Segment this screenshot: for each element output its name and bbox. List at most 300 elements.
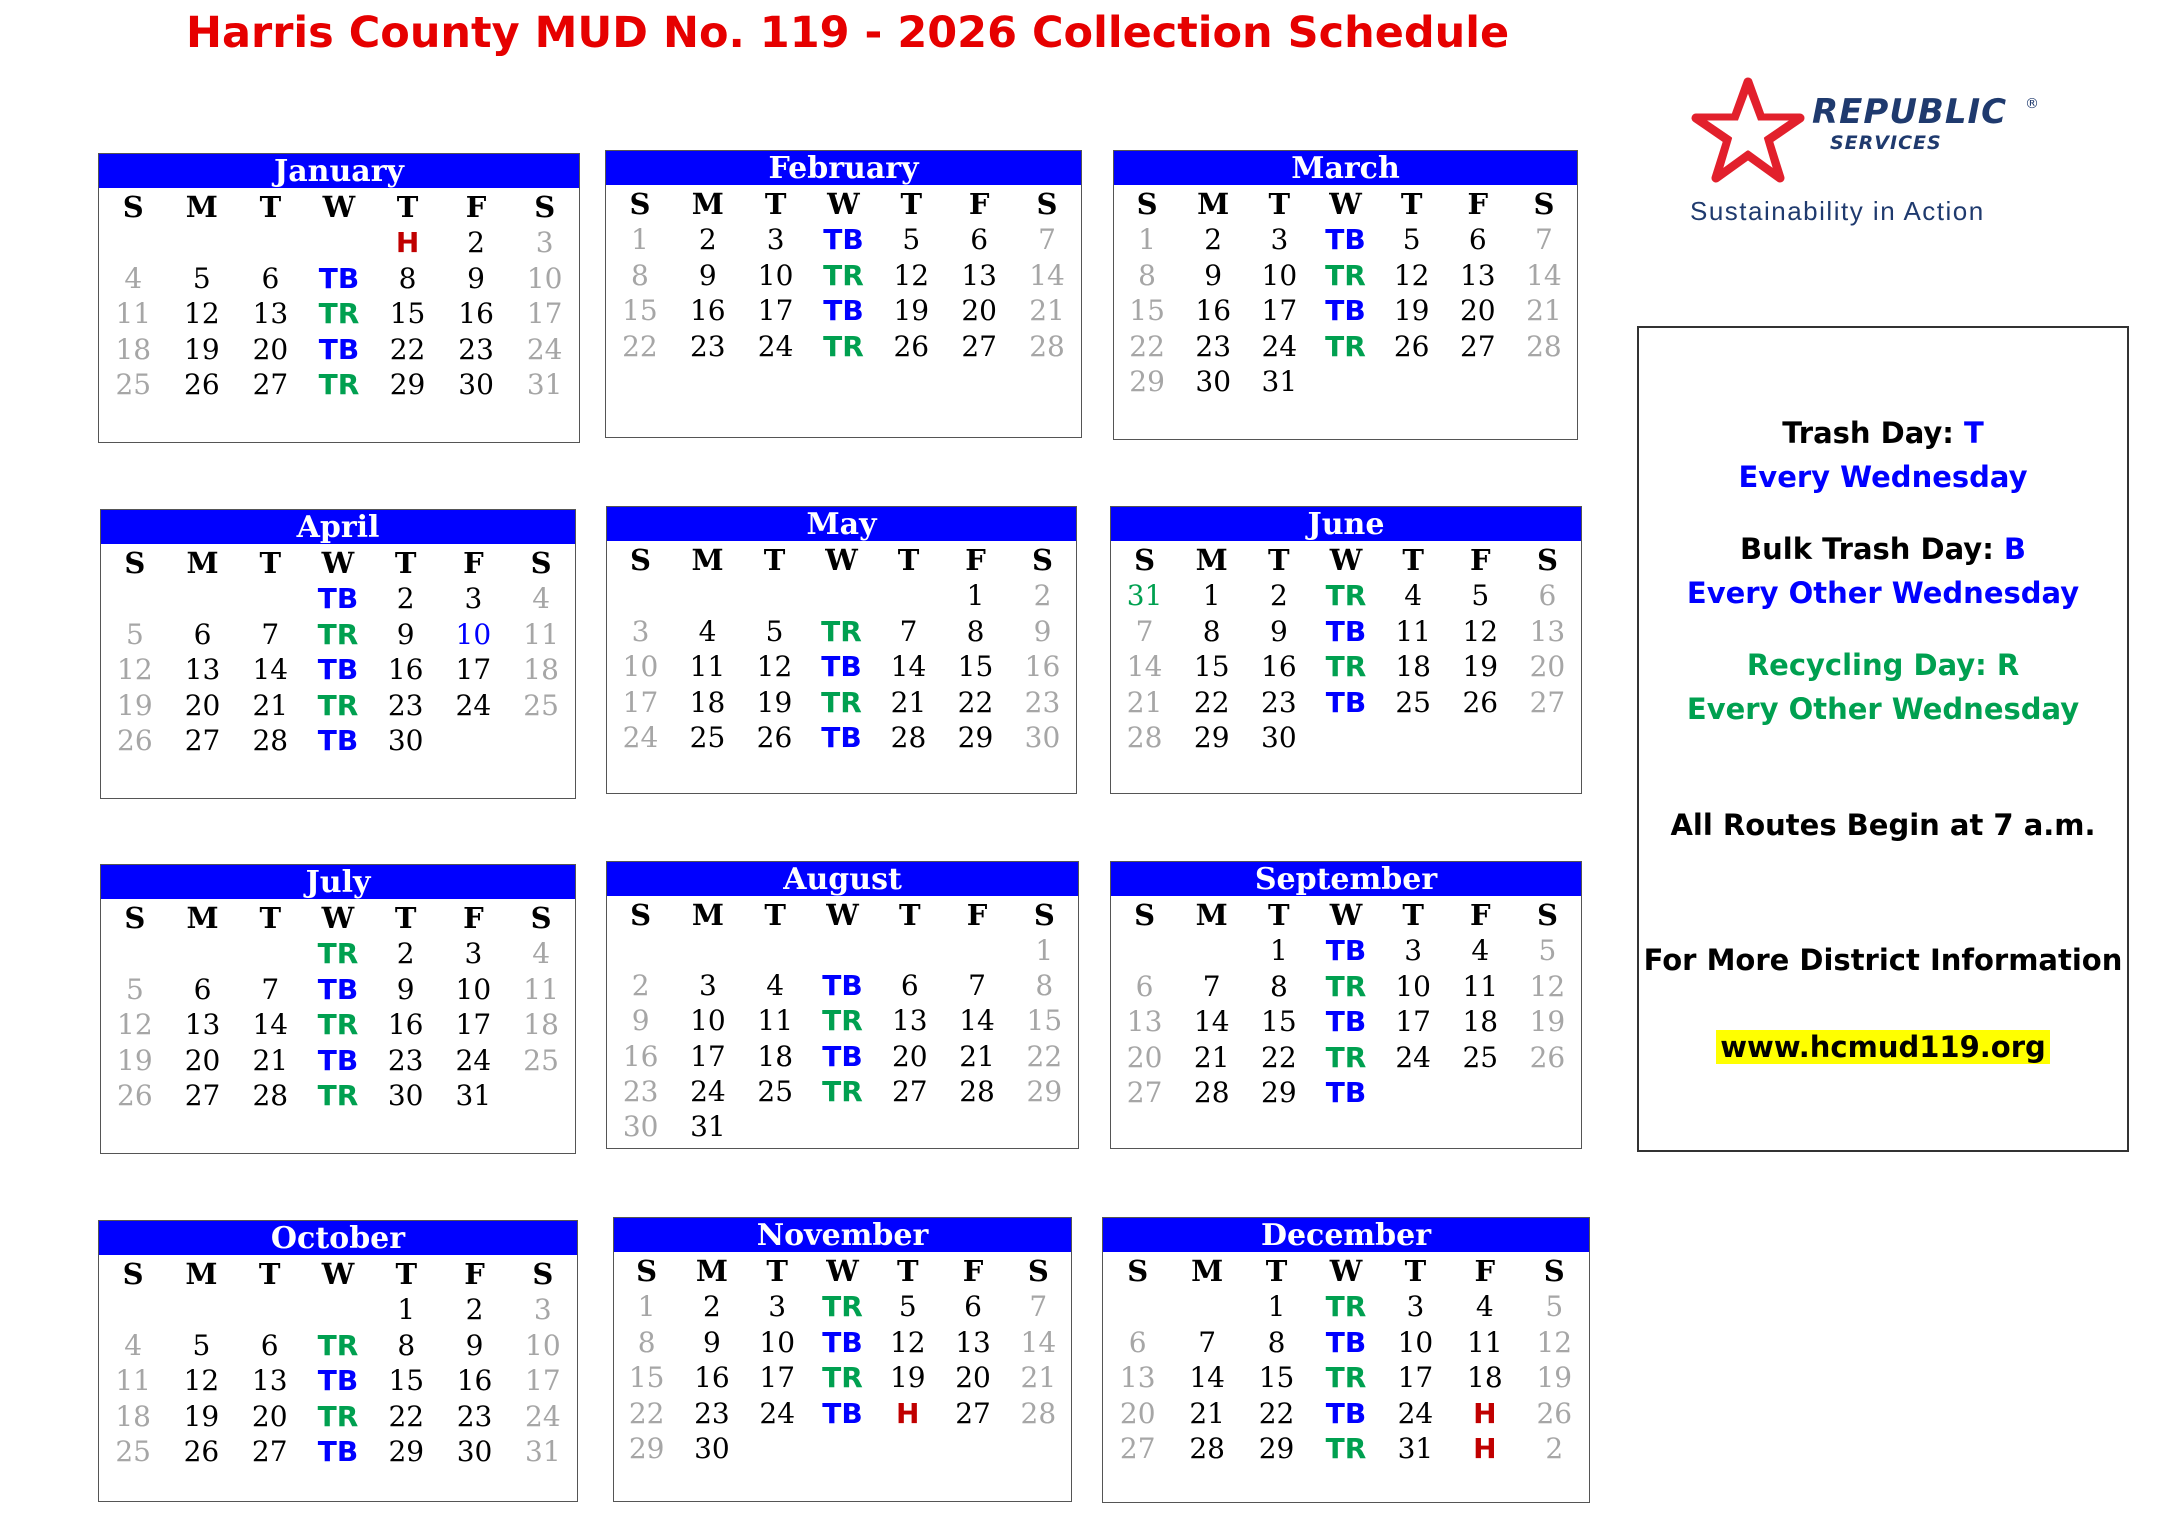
month-january [98,153,580,443]
day-cell: 26 [1529,1040,1566,1074]
month-header: February [606,151,1081,185]
day-cell: 23 [694,1396,730,1430]
day-cell [943,1109,1010,1144]
weekday-header: S [1536,542,1558,577]
republic-services-logo [1680,76,2040,236]
day-cell: 5 [192,1328,211,1362]
day-cell: 18 [523,1008,559,1042]
day-cell: 6 [1468,223,1487,257]
logo-name-line2: SERVICES [1830,132,1942,154]
day-cell [236,581,304,617]
day-cell: 2 [1033,579,1052,613]
day-cell: 15 [957,650,994,684]
day-cell: 17 [455,653,492,687]
day-cell: 24 [1395,1040,1431,1074]
day-cell: 1 [1035,934,1054,968]
day-cell: 19 [1462,650,1499,684]
republic-star-logo-icon [1688,76,1808,186]
day-cell: 11 [115,1364,151,1398]
day-cell: 13 [252,297,289,331]
day-cell: 23 [1261,685,1297,719]
day-cell: 9 [396,972,415,1006]
website-link[interactable]: www.hcmud119.org [1716,1030,2050,1064]
day-cell: 11 [1462,969,1499,1003]
collection-day-cell: TR [1325,579,1367,613]
collection-day-cell: TB [317,582,359,616]
day-cell [169,581,237,617]
weekday-header: S [1027,1253,1049,1288]
month-october [98,1220,578,1502]
day-cell: 19 [117,1043,153,1077]
weekday-header: T [395,1256,418,1291]
day-cell: 13 [251,1364,288,1398]
day-cell: 8 [397,1328,416,1362]
day-cell: 2 [703,1290,721,1324]
day-cell: 25 [1462,1040,1499,1074]
day-cell [875,578,942,614]
day-cell: 21 [1020,1361,1057,1395]
collection-day-cell: TB [317,653,359,687]
day-cell: 20 [184,688,221,722]
day-cell: 30 [1195,365,1232,399]
day-cell: 30 [694,1432,730,1466]
collection-day-cell: TB [317,1364,359,1398]
month-header: April [101,510,575,544]
day-cell: 21 [890,685,927,719]
more-info-label: For More District Information [1643,943,2123,977]
day-cell: 20 [1529,650,1566,684]
day-cell [1447,720,1514,756]
month-november [613,1217,1072,1502]
holiday-cell: H [1473,1396,1497,1430]
day-cell: 5 [1538,934,1557,968]
weekday-header: M [1197,186,1230,221]
day-cell: 18 [689,685,726,719]
weekday-header: S [530,545,552,580]
day-cell: 11 [1395,614,1431,648]
weekday-header: T [259,900,282,935]
day-cell [607,578,674,614]
day-cell: 26 [117,724,153,758]
day-cell: 11 [523,617,559,651]
day-cell: 14 [1020,1325,1057,1359]
day-cell: 6 [900,969,919,1003]
collection-day-cell: TB [1325,294,1366,328]
day-cell: 22 [628,1396,665,1430]
collection-day-cell: TB [317,724,359,758]
month-header: July [101,865,575,899]
day-cell: 29 [389,368,426,402]
collection-day-cell: TB [317,1435,359,1469]
day-cell: 19 [183,1399,220,1433]
day-cell: 6 [260,1328,279,1362]
day-cell: 22 [1129,329,1165,363]
weekday-header: S [630,542,651,577]
day-cell: 31 [525,1435,561,1469]
day-cell: 30 [456,1435,493,1469]
day-cell [745,1431,810,1467]
day-cell: 14 [959,1004,995,1038]
day-cell: 31 [1261,365,1298,399]
day-cell: 17 [1395,1005,1431,1039]
day-cell: 28 [1029,329,1065,363]
day-cell: 24 [1397,1396,1434,1430]
day-cell: 4 [1475,1290,1494,1324]
day-cell [943,933,1010,968]
trash-day-line [1639,416,2127,450]
day-cell: 10 [526,261,563,295]
page-title: Harris County MUD No. 119 - 2026 Collection Schedule [186,8,1510,58]
weekday-header: S [1543,1253,1565,1288]
day-cell: 4 [1404,579,1423,613]
day-cell [808,578,875,614]
day-cell [1380,1075,1447,1111]
day-cell: 6 [1128,1325,1147,1359]
day-cell: 22 [1258,1396,1295,1430]
day-cell [1172,1289,1241,1325]
day-cell: 29 [1261,1076,1297,1110]
weekday-header: W [1329,186,1362,221]
day-cell: 29 [388,1435,425,1469]
weekday-header: F [1469,542,1491,577]
bulk-day-code: B [2003,532,2026,566]
trash-day-label: Trash Day: [1782,416,1965,450]
day-cell: 8 [1269,969,1288,1003]
weekday-header: S [1134,897,1156,932]
weekday-header: T [394,900,417,935]
day-cell: 23 [387,1043,424,1077]
day-cell: 8 [637,1325,656,1359]
day-cell: 10 [455,617,492,651]
day-cell: 7 [261,972,280,1006]
day-cell: 15 [1258,1361,1295,1395]
collection-day-cell: TR [1325,258,1366,292]
day-cell: 20 [1459,294,1496,328]
day-cell: 7 [899,614,918,648]
day-cell: 10 [1261,258,1298,292]
day-cell: 13 [184,1008,221,1042]
month-july [100,864,576,1154]
day-cell: 28 [1526,329,1562,363]
day-cell: 5 [765,614,784,648]
day-cell: 22 [1193,685,1230,719]
day-cell [1447,1075,1514,1111]
day-cell: 7 [1029,1290,1048,1324]
day-cell [440,723,508,759]
collection-day-cell: TR [821,614,862,648]
day-cell: 29 [1026,1074,1063,1108]
weekday-header: S [636,1253,658,1288]
collection-day-cell: TB [1325,934,1367,968]
day-cell: 29 [957,721,994,755]
day-cell: 6 [1538,579,1557,613]
day-cell: 21 [1193,1040,1230,1074]
collection-day-cell: TR [317,937,359,971]
day-cell: 3 [464,582,483,616]
day-cell: 25 [1395,685,1431,719]
day-cell: 23 [1195,329,1232,363]
day-cell: 27 [251,1435,288,1469]
weekday-header: T [258,1256,281,1291]
month-header: March [1114,151,1577,185]
weekday-header: T [1268,542,1290,577]
month-header: December [1103,1218,1589,1252]
collection-day-cell: TB [318,261,360,295]
weekday-header: S [1036,186,1058,221]
day-cell: 25 [115,368,152,402]
day-cell: 25 [523,1043,559,1077]
weekday-header: M [185,1256,218,1291]
day-cell: 28 [1126,721,1163,755]
collection-day-cell: TR [317,688,359,722]
day-cell: 20 [961,294,997,328]
day-cell: 13 [1126,1005,1163,1039]
weekday-header: S [122,189,144,224]
weekday-header: F [465,189,487,224]
day-cell: 9 [465,1328,484,1362]
day-cell [507,1078,575,1114]
month-days-table [101,899,575,1114]
day-cell: 15 [628,1361,665,1395]
collection-day-cell: TR [823,258,864,292]
day-cell: 14 [1126,650,1163,684]
day-cell: 24 [1261,329,1298,363]
collection-day-cell: TB [822,1325,863,1359]
day-cell [809,933,876,968]
weekday-header: S [534,189,556,224]
day-cell: 13 [1459,258,1496,292]
day-cell: 5 [1402,223,1421,257]
day-cell: 1 [1138,223,1156,257]
day-cell: 15 [622,294,658,328]
day-cell: 1 [1202,579,1221,613]
month-header: August [607,862,1078,896]
day-cell: 29 [628,1432,665,1466]
day-cell: 18 [1462,1005,1499,1039]
day-cell: 2 [467,226,485,260]
weekday-header: W [827,186,860,221]
day-cell: 4 [124,1328,143,1362]
day-cell: 30 [1261,721,1297,755]
day-cell: 27 [955,1396,991,1430]
month-header: June [1111,507,1581,541]
weekday-header: T [1404,1253,1427,1288]
day-cell: 11 [757,1004,794,1038]
month-days-table [607,541,1076,756]
day-cell: 29 [1129,365,1165,399]
day-cell [1312,720,1379,756]
day-cell: 7 [1038,223,1056,257]
collection-day-cell: TR [1325,650,1367,684]
day-cell [236,1292,304,1328]
month-days-table [614,1252,1071,1467]
day-cell: 25 [757,1074,794,1108]
weekday-header: S [1536,897,1558,932]
day-cell: 14 [1189,1361,1225,1395]
website-line [1639,1030,2127,1064]
weekday-header: W [1329,1253,1363,1288]
day-cell: 26 [183,1435,220,1469]
day-cell [674,578,741,614]
day-cell: 13 [891,1004,928,1038]
day-cell: 22 [388,1399,425,1433]
day-cell: 30 [622,1109,659,1143]
day-cell: 19 [1393,294,1430,328]
day-cell: 17 [690,1039,726,1073]
weekday-header: M [695,1253,728,1288]
day-cell: 30 [458,368,494,402]
day-cell: 25 [115,1435,151,1469]
day-cell: 4 [1471,934,1490,968]
weekday-header: W [826,897,859,932]
bulk-day-frequency: Every Other Wednesday [1686,576,2080,610]
weekday-header: T [1402,542,1424,577]
day-cell: 6 [1135,969,1154,1003]
day-cell: 31 [526,368,563,402]
day-cell: 16 [458,297,494,331]
day-cell: 1 [966,579,985,613]
collection-day-cell: TB [1325,1325,1367,1359]
collection-day-cell: TR [822,1290,863,1324]
weekday-header: M [1195,542,1228,577]
day-cell: 7 [1198,1325,1217,1359]
weekday-header: T [259,189,282,224]
day-cell: 4 [532,937,551,971]
day-cell: 16 [387,653,424,687]
day-cell: 13 [1119,1361,1156,1395]
recycling-day-frequency: Every Other Wednesday [1686,692,2080,726]
weekday-header: T [1265,1253,1288,1288]
day-cell: 17 [757,294,794,328]
day-cell: 24 [757,329,794,363]
weekday-header: S [1136,186,1158,221]
day-cell: 27 [891,1074,928,1108]
weekday-header: M [186,545,219,580]
day-cell: 28 [890,721,927,755]
day-cell: 27 [961,329,997,363]
day-cell [809,1109,876,1144]
weekday-header: T [259,545,282,580]
day-cell: 21 [1526,294,1562,328]
day-cell: 21 [1126,685,1163,719]
weekday-header: T [897,542,920,577]
day-cell: 1 [1269,934,1288,968]
legend-box [1637,326,2129,1152]
logo-tagline: Sustainability in Action [1690,196,1985,226]
routes-start-time: All Routes Begin at 7 a.m. [1670,808,2096,842]
day-cell [101,936,169,972]
day-cell [1103,1289,1172,1325]
day-cell: 6 [261,261,280,295]
day-cell: 24 [526,332,563,366]
day-cell: 27 [184,724,221,758]
weekday-header: S [532,1256,554,1291]
registered-mark: ® [2025,96,2039,112]
day-cell [1111,933,1178,969]
day-cell: 27 [1529,685,1566,719]
collection-day-cell: TB [1325,1076,1367,1110]
month-days-table [99,1255,577,1470]
day-cell [1006,1431,1071,1467]
day-cell: 28 [252,724,289,758]
weekday-header: T [394,545,417,580]
day-cell [1379,364,1445,400]
day-cell: 23 [689,329,726,363]
day-cell: 19 [889,1361,926,1395]
day-cell: 18 [523,653,559,687]
month-days-table [606,185,1081,364]
day-cell: 9 [1204,258,1223,292]
day-cell: 6 [970,223,989,257]
day-cell: 24 [455,1043,492,1077]
month-september [1110,861,1582,1149]
collection-day-cell: TB [1325,223,1366,257]
weekday-header: T [1402,897,1424,932]
day-cell: 26 [1393,329,1430,363]
weekday-header: M [691,186,724,221]
collection-day-cell: TR [317,617,359,651]
day-cell: 10 [525,1328,561,1362]
day-cell [607,933,674,968]
day-cell: 21 [1029,294,1065,328]
month-header: November [614,1218,1071,1252]
day-cell: 7 [1202,969,1221,1003]
month-header: October [99,1221,577,1255]
trash-day-frequency: Every Wednesday [1738,460,2028,494]
day-cell [169,936,237,972]
weekday-header: W [825,542,858,577]
weekday-header: T [1268,897,1290,932]
day-cell: 16 [622,1039,659,1073]
day-cell [1511,364,1577,400]
day-cell: 26 [756,721,793,755]
day-cell: 24 [525,1399,561,1433]
day-cell: 20 [1119,1396,1156,1430]
weekday-header: T [1400,186,1423,221]
day-cell: 8 [1267,1325,1286,1359]
day-cell: 3 [1270,223,1289,257]
weekday-header: T [764,897,786,932]
weekday-header: T [898,897,921,932]
day-cell: 22 [389,332,426,366]
day-cell: 3 [768,1290,787,1324]
day-cell: 6 [193,972,212,1006]
collection-day-cell: TR [822,1074,863,1108]
day-cell: 26 [184,368,220,402]
day-cell: 2 [465,1293,484,1327]
day-cell: 21 [1189,1396,1225,1430]
day-cell: 9 [1269,614,1288,648]
day-cell: 21 [252,688,289,722]
weekday-header: M [691,897,724,932]
day-cell: 20 [891,1039,928,1073]
holiday-cell: H [896,1396,920,1430]
collection-day-cell: TR [318,297,360,331]
day-cell: 8 [631,258,649,292]
weekday-header: F [968,186,990,221]
month-days-table [1111,896,1581,1111]
collection-day-cell: TB [317,972,359,1006]
day-cell: 4 [766,969,785,1003]
day-cell: 14 [252,653,289,687]
day-cell: 23 [1024,685,1061,719]
weekday-header: T [396,189,419,224]
weekday-header: W [826,1253,859,1288]
day-cell: 2 [396,937,415,971]
day-cell: 29 [1258,1432,1295,1466]
day-cell: 14 [890,650,927,684]
weekday-header: S [530,900,552,935]
